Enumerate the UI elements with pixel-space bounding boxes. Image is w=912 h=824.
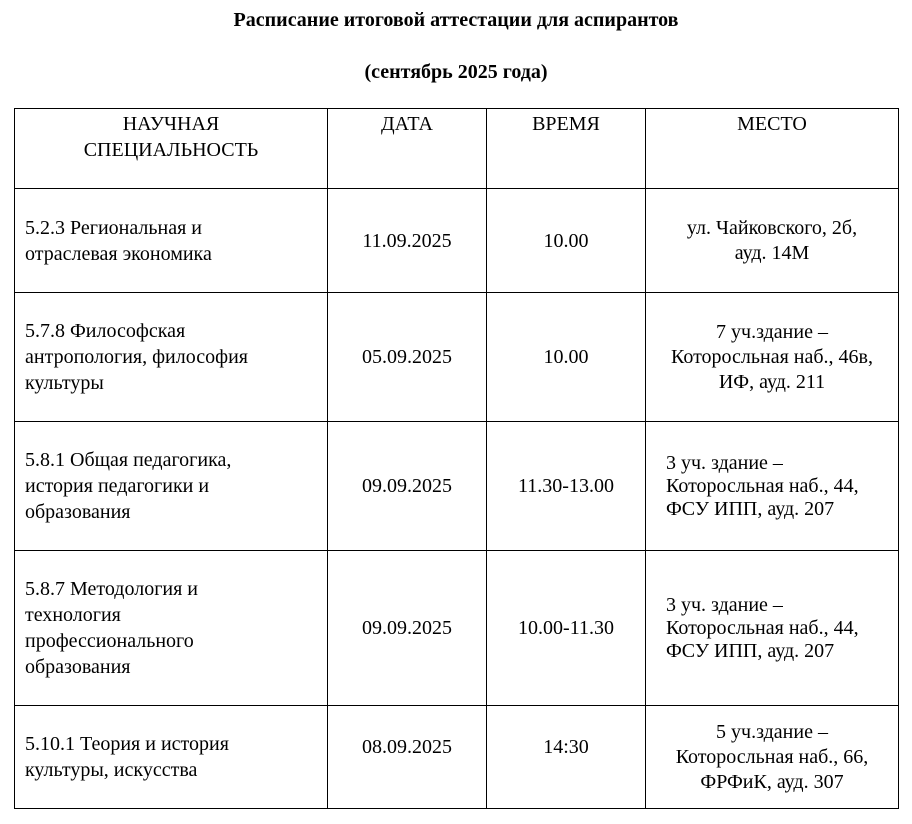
cell-time: 14:30 [487,706,646,809]
table-row [15,422,899,551]
cell-place: 3 уч. здание – Которосльная наб., 44, ФСУ ИПП, ауд. 207 [646,551,899,706]
cell-specialty: 5.2.3 Региональная и отраслевая экономика [15,189,328,293]
table-row [15,293,899,422]
cell-specialty: 5.10.1 Теория и история культуры, искусства [15,706,328,809]
cell-time: 10.00 [487,293,646,422]
header-specialty: НАУЧНАЯ СПЕЦИАЛЬНОСТЬ [15,109,328,189]
cell-date: 09.09.2025 [328,551,487,706]
document-title: Расписание итоговой аттестации для аспирантов [233,9,679,31]
cell-place: 3 уч. здание – Которосльная наб., 44, ФСУ ИПП, ауд. 207 [646,422,899,551]
document-subtitle: (сентябрь 2025 года) [364,61,548,83]
table-row [15,551,899,706]
cell-date: 11.09.2025 [328,189,487,293]
cell-time: 11.30-13.00 [487,422,646,551]
table-row [15,189,899,293]
header-date: ДАТА [328,109,487,189]
cell-time: 10.00 [487,189,646,293]
header-place: МЕСТО [646,109,899,189]
cell-place: 7 уч.здание – Которосльная наб., 46в, ИФ, ауд. 211 [646,293,899,422]
cell-specialty: 5.8.1 Общая педагогика, история педагогики и образования [15,422,328,551]
cell-specialty: 5.8.7 Методология и технология профессионального образования [15,551,328,706]
table-header-row [15,109,899,189]
table-row [15,706,899,809]
cell-specialty: 5.7.8 Философская антропология, философия культуры [15,293,328,422]
schedule-table [14,108,899,809]
cell-time: 10.00-11.30 [487,551,646,706]
cell-place: ул. Чайковского, 2б, ауд. 14М [646,189,899,293]
cell-date: 05.09.2025 [328,293,487,422]
cell-date: 09.09.2025 [328,422,487,551]
header-time: ВРЕМЯ [487,109,646,189]
cell-date: 08.09.2025 [328,706,487,809]
cell-place: 5 уч.здание – Которосльная наб., 66, ФРФиК, ауд. 307 [646,706,899,809]
